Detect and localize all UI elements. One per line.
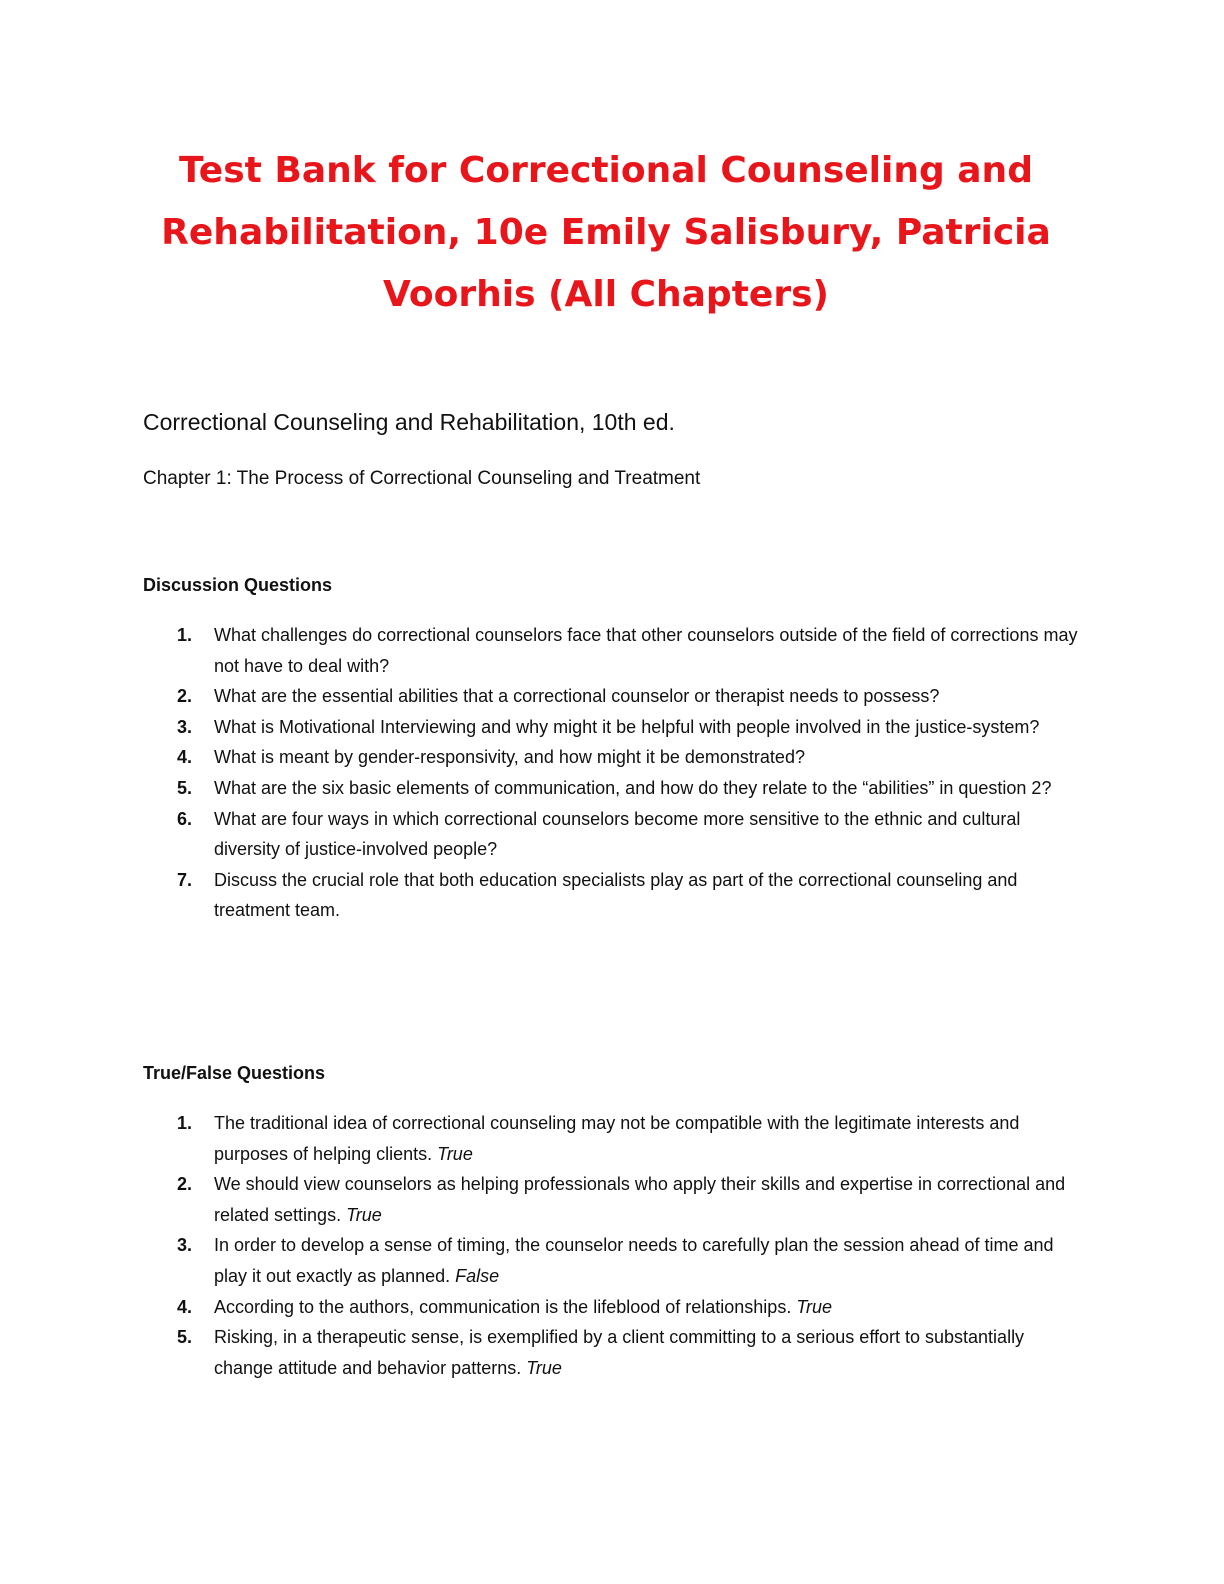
document-title: Test Bank for Correctional Counseling and Rehabilitation, 10e Emily Salisbury, Patricia Voorhis (All Chapters) xyxy=(161,150,1051,315)
discussion-question xyxy=(143,712,1083,743)
question-text: What challenges do correctional counselors face that other counselors outside of the field of corrections may not have to deal with? xyxy=(214,625,1078,676)
question-number: 1. xyxy=(177,1113,193,1133)
question-body xyxy=(214,1108,1083,1169)
true-false-question xyxy=(143,1108,1083,1169)
question-number: 7. xyxy=(177,869,193,890)
question-text: What are four ways in which correctional counselors become more sensitive to the ethnic and cultural diversity of justice-involved people? xyxy=(214,808,1021,860)
question-text: The traditional idea of correctional counseling may not be compatible with the legitimate interests and purposes of helping clients. xyxy=(214,1113,1020,1164)
question-number: 5. xyxy=(177,777,193,798)
question-number: 2. xyxy=(177,686,193,707)
book-title: Correctional Counseling and Rehabilitation, 10th ed. xyxy=(143,409,675,435)
question-text: What is Motivational Interviewing and why might it be helpful with people involved in the justice-system? xyxy=(214,716,1040,737)
question-number: 4. xyxy=(177,1296,193,1317)
question-number: 4. xyxy=(177,747,193,768)
true-false-question xyxy=(143,1169,1083,1230)
answer-label: True xyxy=(437,1143,473,1164)
question-body xyxy=(214,1322,1083,1383)
true-false-question-list xyxy=(143,1108,1083,1383)
question-number: 6. xyxy=(177,808,193,829)
question-number: 5. xyxy=(177,1327,193,1348)
question-number: 2. xyxy=(177,1174,193,1195)
question-number: 1. xyxy=(177,625,193,645)
question-text: Discuss the crucial role that both education specialists play as part of the correctional counseling and treatment team. xyxy=(214,869,1018,921)
question-text: We should view counselors as helping professionals who apply their skills and expertise in correctional and related settings. xyxy=(214,1174,1066,1225)
true-false-question xyxy=(143,1292,1083,1323)
answer-label: True xyxy=(346,1204,382,1225)
question-body xyxy=(214,1292,1083,1323)
discussion-question xyxy=(143,773,1083,804)
answer-label: False xyxy=(455,1265,500,1286)
question-text: What is meant by gender-responsivity, and how might it be demonstrated? xyxy=(214,747,805,768)
question-text: What are the six basic elements of communication, and how do they relate to the “abilities” in question 2? xyxy=(214,777,1052,798)
answer-label: True xyxy=(526,1357,562,1378)
true-false-heading: True/False Questions xyxy=(143,1063,326,1083)
discussion-question-list xyxy=(143,620,1083,926)
true-false-question xyxy=(143,1322,1083,1383)
discussion-question xyxy=(143,865,1083,926)
question-number: 3. xyxy=(177,716,193,737)
question-body xyxy=(214,1169,1083,1230)
discussion-question xyxy=(143,742,1083,773)
question-body xyxy=(214,1230,1083,1291)
discussion-question xyxy=(143,681,1083,712)
discussion-heading: Discussion Questions xyxy=(143,575,333,595)
discussion-question xyxy=(143,620,1083,681)
question-text: In order to develop a sense of timing, the counselor needs to carefully plan the session ahead of time and play it out exactly as planned. xyxy=(214,1235,1054,1286)
discussion-question xyxy=(143,804,1083,865)
answer-label: True xyxy=(796,1296,833,1317)
question-text: According to the authors, communication is the lifeblood of relationships. xyxy=(214,1296,792,1317)
chapter-title: Chapter 1: The Process of Correctional Counseling and Treatment xyxy=(143,468,701,489)
question-text: What are the essential abilities that a correctional counselor or therapist needs to possess? xyxy=(214,686,940,707)
question-text: Risking, in a therapeutic sense, is exemplified by a client committing to a serious effort to substantially change attitude and behavior patterns. xyxy=(214,1327,1025,1378)
true-false-question xyxy=(143,1230,1083,1291)
question-number: 3. xyxy=(177,1235,193,1256)
